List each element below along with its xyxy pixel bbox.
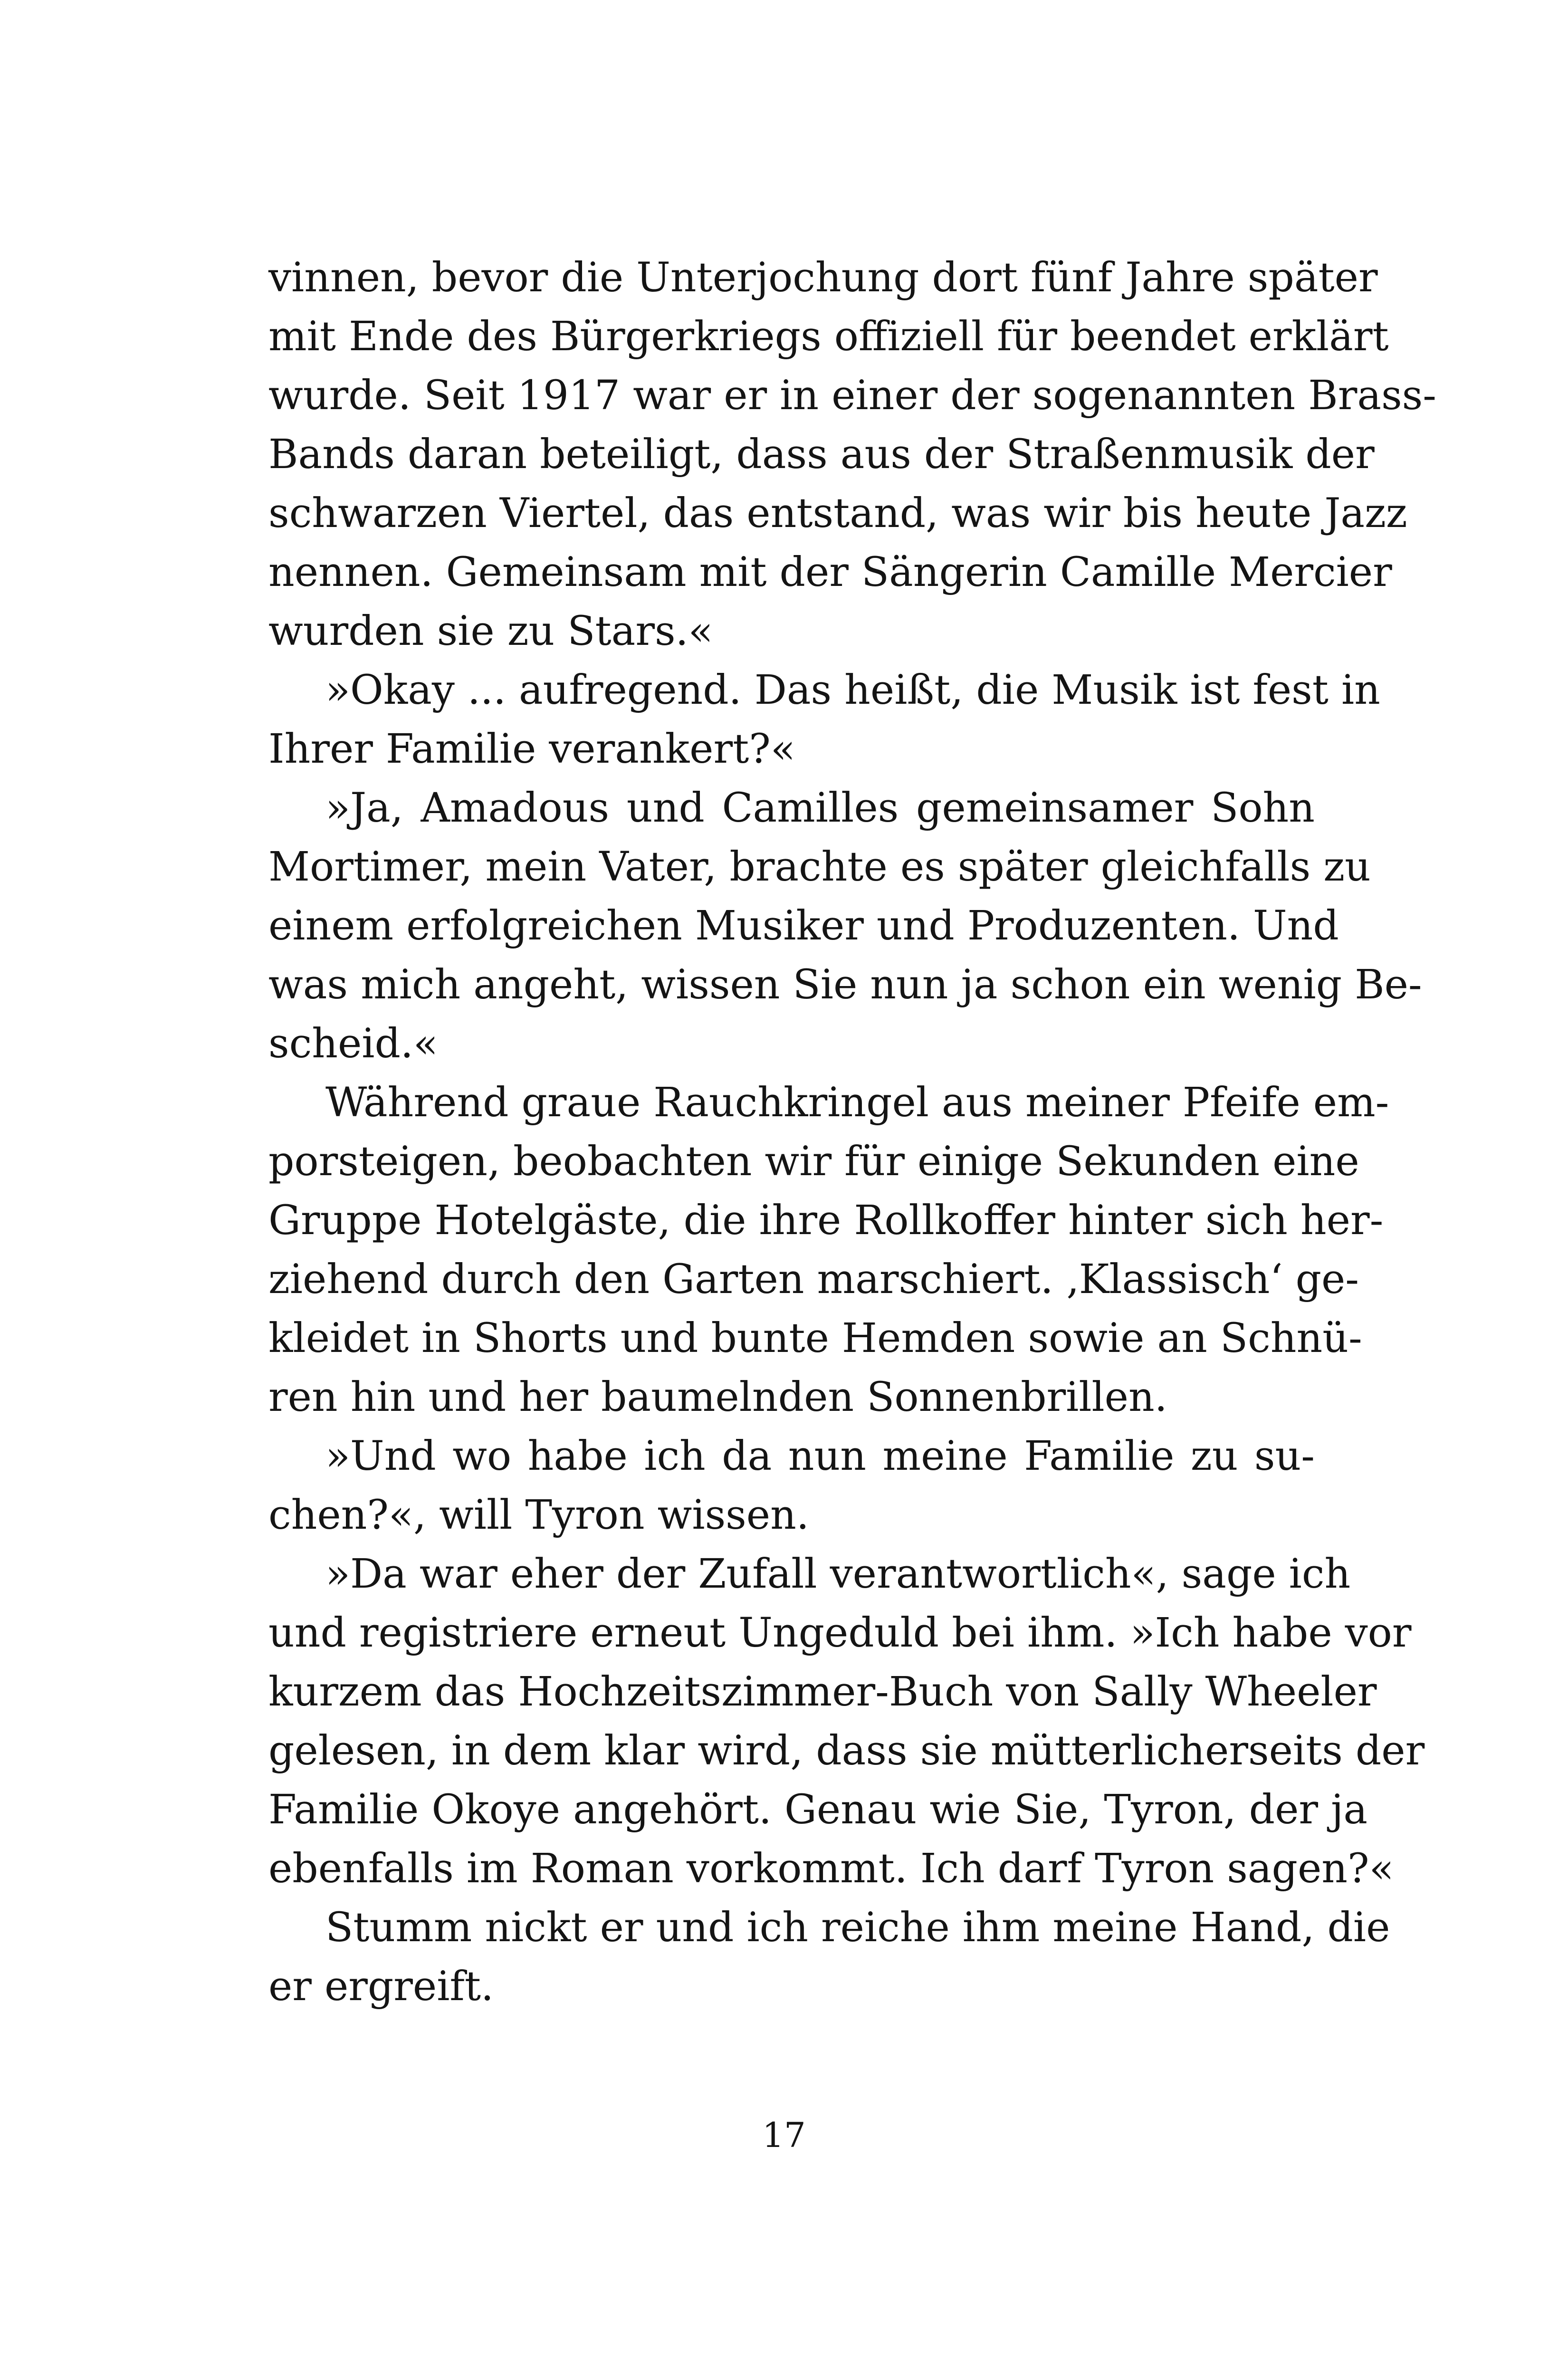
text-line: schwarzen Viertel, das entstand, was wir bis heute Jazz (268, 490, 1407, 537)
text-line: Stumm nickt er und ich reiche ihm meine Hand, die (325, 1904, 1390, 1951)
text-line: wurde. Seit 1917 war er in einer der sogenannten Brass- (268, 372, 1437, 419)
text-line: chen?«, will Tyron wissen. (268, 1492, 809, 1539)
text-line: Familie Okoye angehört. Genau wie Sie, Tyron, der ja (268, 1786, 1368, 1833)
text-line: wurden sie zu Stars.« (268, 608, 713, 655)
text-line: »Ja, Amadous und Camilles gemeinsamer Sohn (325, 785, 1315, 832)
body-text (268, 249, 1437, 2016)
text-line: kleidet in Shorts und bunte Hemden sowie an Schnü- (268, 1315, 1362, 1362)
text-line: Ihrer Familie verankert?« (268, 726, 795, 773)
text-line: ziehend durch den Garten marschiert. ‚Klassisch‘ ge- (268, 1256, 1359, 1303)
text-line: Bands daran beteiligt, dass aus der Straßenmusik der (268, 431, 1375, 478)
text-line: er ergreift. (268, 1963, 494, 2010)
text-line: scheid.« (268, 1020, 438, 1067)
text-line: gelesen, in dem klar wird, dass sie mütterlicherseits der (268, 1727, 1425, 1774)
text-line: nennen. Gemeinsam mit der Sängerin Camille Mercier (268, 549, 1392, 596)
text-line: ebenfalls im Roman vorkommt. Ich darf Tyron sagen?« (268, 1845, 1394, 1892)
page-number: 17 (762, 2115, 806, 2155)
text-line: kurzem das Hochzeitszimmer-Buch von Sally Wheeler (268, 1668, 1377, 1715)
text-line: und registriere erneut Ungeduld bei ihm. »Ich habe vor (268, 1610, 1412, 1657)
text-line: ren hin und her baumelnden Sonnenbrillen. (268, 1374, 1167, 1421)
text-line: einem erfolgreichen Musiker und Produzenten. Und (268, 902, 1339, 949)
text-line: mit Ende des Bürgerkriegs offiziell für beendet erklärt (268, 313, 1389, 360)
text-line: »Da war eher der Zufall verantwortlich«, sage ich (325, 1551, 1351, 1598)
text-line: porsteigen, beobachten wir für einige Sekunden eine (268, 1138, 1359, 1185)
text-line: Mortimer, mein Vater, brachte es später gleichfalls zu (268, 843, 1371, 891)
text-line: »Und wo habe ich da nun meine Familie zu su- (325, 1433, 1315, 1480)
text-line: Gruppe Hotelgäste, die ihre Rollkoffer hinter sich her- (268, 1197, 1384, 1244)
text-line: »Okay ... aufregend. Das heißt, die Musik ist fest in (325, 667, 1380, 714)
text-line: was mich angeht, wissen Sie nun ja schon ein wenig Be- (268, 961, 1422, 1008)
text-line: vinnen, bevor die Unterjochung dort fünf Jahre später (268, 254, 1378, 301)
text-line: Während graue Rauchkringel aus meiner Pfeife em- (325, 1079, 1389, 1126)
